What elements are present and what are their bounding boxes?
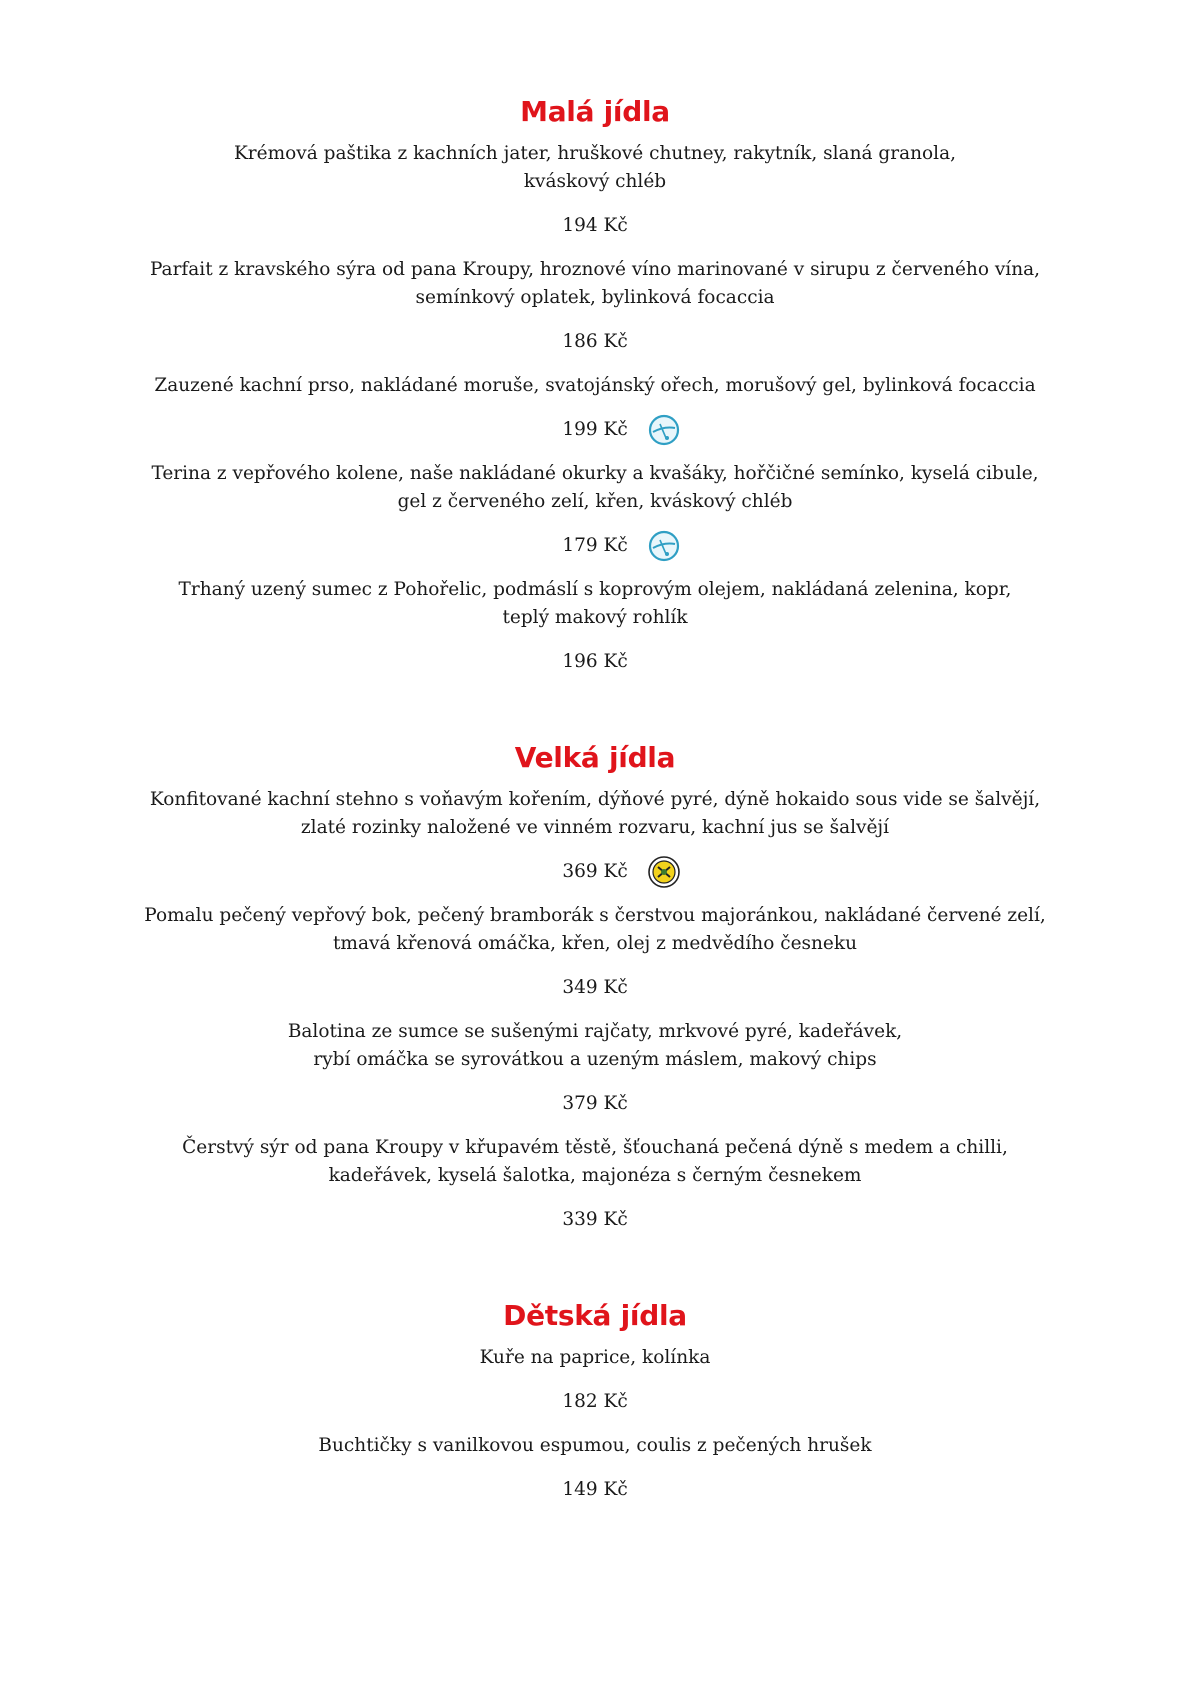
dish-description: [0, 902, 1190, 958]
dish-description-line: teplý makový rohlík: [502, 607, 688, 628]
dish-price-row: [0, 328, 1190, 356]
dish-price: 149 Kč: [562, 1479, 628, 1500]
dish-price-row: [0, 1090, 1190, 1118]
dish-description-line: tmavá křenová omáčka, křen, olej z medvědího česneku: [333, 933, 857, 954]
dish-price-row: [0, 212, 1190, 240]
dish-price: 339 Kč: [562, 1209, 628, 1230]
dish-price: 196 Kč: [562, 651, 628, 672]
dish-price: 199 Kč: [562, 419, 628, 440]
quality-seal-icon: [647, 855, 681, 889]
dish-price: 349 Kč: [562, 977, 628, 998]
dish-item: [0, 1134, 1190, 1234]
dish-description: [0, 786, 1190, 842]
dish-item: [0, 256, 1190, 356]
dish-price-row: [0, 1206, 1190, 1234]
dish-price-row: [0, 858, 1190, 886]
dish-item: [0, 576, 1190, 676]
dish-item: [0, 140, 1190, 240]
dish-description-line: kadeřávek, kyselá šalotka, majonéza s černým česnekem: [328, 1165, 862, 1186]
dish-description-line: Konfitované kachní stehno s voňavým kořením, dýňové pyré, dýně hokaido sous vide se šalvějí,: [149, 789, 1041, 810]
dish-description: [0, 256, 1190, 312]
dish-description-line: rybí omáčka se syrovátkou a uzeným máslem, makový chips: [313, 1049, 877, 1070]
dish-description-line: semínkový oplatek, bylinková focaccia: [415, 287, 775, 308]
dish-description-line: Krémová paštika z kachních jater, hruškové chutney, rakytník, slaná granola,: [233, 143, 956, 164]
dish-description-line: Pomalu pečený vepřový bok, pečený bramborák s čerstvou majoránkou, nakládané červené zelí,: [144, 905, 1046, 926]
dish-description: [0, 372, 1190, 400]
dish-price-row: [0, 1476, 1190, 1504]
dish-item: [0, 1432, 1190, 1504]
dish-description-line: Buchtičky s vanilkovou espumou, coulis z pečených hrušek: [318, 1435, 872, 1456]
dish-price: 194 Kč: [562, 215, 628, 236]
section-title-male-jidla: Malá jídla: [520, 95, 670, 128]
dish-price-row: [0, 1388, 1190, 1416]
dish-description: [0, 1018, 1190, 1074]
dish-price-row: [0, 532, 1190, 560]
dish-price: 379 Kč: [562, 1093, 628, 1114]
dish-description-line: Parfait z kravského sýra od pana Kroupy, hroznové víno marinované v sirupu z červeného vína,: [149, 259, 1041, 280]
dish-description-line: Zauzené kachní prso, nakládané moruše, svatojánský ořech, morušový gel, bylinková focaccia: [154, 375, 1036, 396]
dish-description: [0, 1134, 1190, 1190]
dish-item: [0, 1344, 1190, 1416]
dish-price-row: [0, 416, 1190, 444]
section-title-detska-jidla: Dětská jídla: [503, 1299, 687, 1332]
dish-description-line: Čerstvý sýr od pana Kroupy v křupavém těstě, šťouchaná pečená dýně s medem a chilli,: [182, 1137, 1008, 1158]
dish-item: [0, 902, 1190, 1002]
dish-description-line: kváskový chléb: [523, 171, 667, 192]
dish-description-line: gel z červeného zelí, křen, kváskový chléb: [397, 491, 793, 512]
section-title-velka-jidla: Velká jídla: [514, 741, 676, 774]
dish-description: [0, 1344, 1190, 1372]
dish-description-line: zlaté rozinky naložené ve vinném rozvaru, kachní jus se šalvějí: [300, 817, 890, 838]
dish-description-line: Trhaný uzený sumec z Pohořelic, podmáslí s koprovým olejem, nakládaná zelenina, kopr,: [178, 579, 1012, 600]
dish-description: [0, 576, 1190, 632]
dish-price-row: [0, 974, 1190, 1002]
dish-description: [0, 140, 1190, 196]
dish-price: 182 Kč: [562, 1391, 628, 1412]
dish-item: [0, 460, 1190, 560]
glass-plate-icon: [647, 413, 681, 447]
dish-description: [0, 1432, 1190, 1460]
dish-price-row: [0, 648, 1190, 676]
dish-item: [0, 1018, 1190, 1118]
dish-description: [0, 460, 1190, 516]
dish-description-line: Kuře na paprice, kolínka: [479, 1347, 711, 1368]
dish-description-line: Balotina ze sumce se sušenými rajčaty, mrkvové pyré, kadeřávek,: [287, 1021, 903, 1042]
dish-item: [0, 786, 1190, 886]
dish-description-line: Terina z vepřového kolene, naše nakládané okurky a kvašáky, hořčičné semínko, kyselá cibule,: [151, 463, 1039, 484]
dish-price: 186 Kč: [562, 331, 628, 352]
dish-item: [0, 372, 1190, 444]
glass-plate-icon: [647, 529, 681, 563]
dish-price: 179 Kč: [562, 535, 628, 556]
dish-price: 369 Kč: [562, 861, 628, 882]
